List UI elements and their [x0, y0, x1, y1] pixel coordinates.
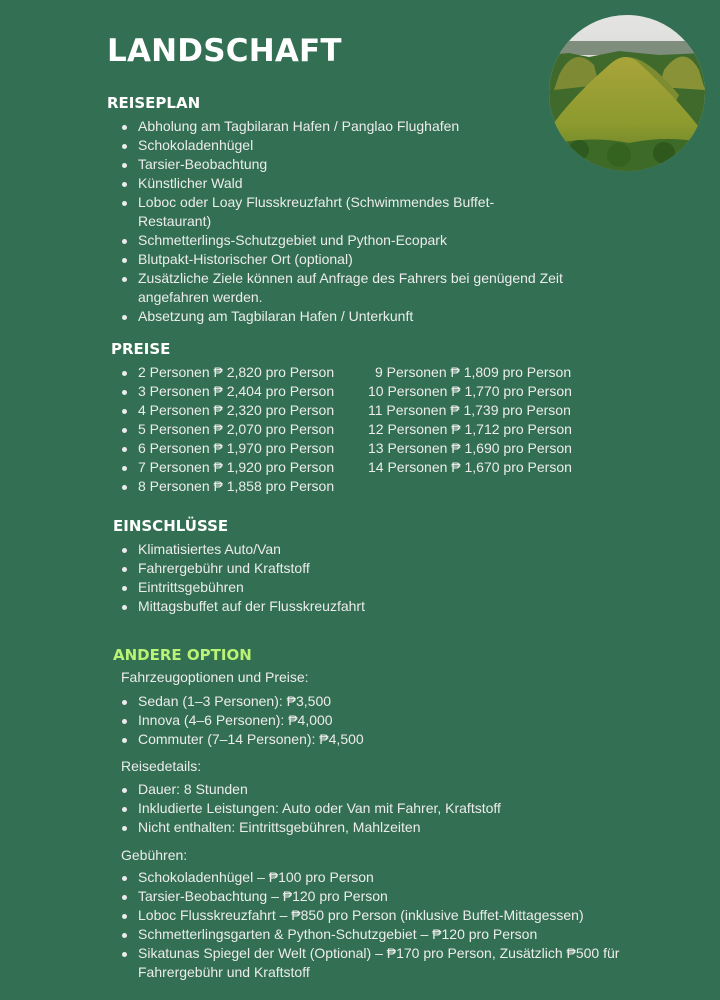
gebuehren-list [107, 868, 677, 982]
price-item: 9 Personen ₱ 1,809 pro Person [375, 364, 572, 380]
list-item: Schmetterlings-Schutzgebiet und Python-Ecopark [107, 231, 607, 250]
list-item: Schmetterlingsgarten & Python-Schutzgebiet – ₱120 pro Person [107, 925, 677, 944]
list-item: Fahrergebühr und Kraftstoff [107, 559, 527, 578]
list-item: Dauer: 8 Stunden [107, 780, 627, 799]
price-item: 12 Personen ₱ 1,712 pro Person [368, 421, 572, 437]
reiseplan-heading: REISEPLAN [107, 94, 201, 112]
page-title: LANDSCHAFT [107, 33, 342, 69]
list-item: Mittagsbuffet auf der Flusskreuzfahrt [107, 597, 527, 616]
preise-list-left [107, 363, 367, 496]
price-item: 2 Personen ₱ 2,820 pro Person [107, 363, 367, 382]
reiseplan-list [107, 117, 607, 326]
list-item-continuation: angefahren werden. [138, 289, 263, 305]
list-item: Innova (4–6 Personen): ₱4,000 [107, 711, 527, 730]
list-item: Tarsier-Beobachtung [107, 155, 607, 174]
price-item: 13 Personen ₱ 1,690 pro Person [368, 440, 572, 456]
list-item: Künstlicher Wald [107, 174, 607, 193]
reisedetails-list [107, 780, 627, 837]
list-item-continuation: Restaurant) [138, 213, 212, 229]
list-item: Commuter (7–14 Personen): ₱4,500 [107, 730, 527, 749]
einschluesse-heading: EINSCHLÜSSE [113, 517, 229, 535]
list-item-continuation: Fahrergebühr und Kraftstoff [138, 964, 310, 980]
list-item: Inkludierte Leistungen: Auto oder Van mit Fahrer, Kraftstoff [107, 799, 627, 818]
preise-list-right [368, 363, 598, 477]
list-item: Schokoladenhügel [107, 136, 607, 155]
price-item: 8 Personen ₱ 1,858 pro Person [107, 477, 367, 496]
list-item: Blutpakt-Historischer Ort (optional) [107, 250, 607, 269]
price-item: 4 Personen ₱ 2,320 pro Person [107, 401, 367, 420]
list-item: Nicht enthalten: Eintrittsgebühren, Mahlzeiten [107, 818, 627, 837]
andere-option-heading: ANDERE OPTION [113, 646, 252, 664]
price-item: 5 Personen ₱ 2,070 pro Person [107, 420, 367, 439]
price-item: 3 Personen ₱ 2,404 pro Person [107, 382, 367, 401]
list-item: Schokoladenhügel – ₱100 pro Person [107, 868, 677, 887]
list-item: Loboc Flusskreuzfahrt – ₱850 pro Person (inklusive Buffet-Mittagessen) [107, 906, 677, 925]
list-item: Klimatisiertes Auto/Van [107, 540, 527, 559]
list-item: Zusätzliche Ziele können auf Anfrage des Fahrers bei genügend Zeit [107, 269, 607, 288]
einschluesse-list [107, 540, 527, 616]
list-item: Abholung am Tagbilaran Hafen / Panglao Flughafen [107, 117, 607, 136]
preise-heading: PREISE [111, 340, 171, 358]
list-item: Loboc oder Loay Flusskreuzfahrt (Schwimmendes Buffet- [107, 193, 607, 212]
reisedetails-label: Reisedetails: [121, 758, 202, 774]
list-item: Sikatunas Spiegel der Welt (Optional) – ₱170 pro Person, Zusätzlich ₱500 für [107, 944, 677, 963]
list-item: Eintrittsgebühren [107, 578, 527, 597]
price-item: 6 Personen ₱ 1,970 pro Person [107, 439, 367, 458]
fahrzeug-label: Fahrzeugoptionen und Preise: [121, 669, 309, 685]
fahrzeug-list [107, 692, 527, 749]
gebuehren-label: Gebühren: [121, 847, 188, 863]
list-item: Absetzung am Tagbilaran Hafen / Unterkunft [107, 307, 607, 326]
list-item: Sedan (1–3 Personen): ₱3,500 [107, 692, 527, 711]
price-item: 7 Personen ₱ 1,920 pro Person [107, 458, 367, 477]
list-item: Tarsier-Beobachtung – ₱120 pro Person [107, 887, 677, 906]
price-item: 14 Personen ₱ 1,670 pro Person [368, 459, 572, 475]
price-item: 10 Personen ₱ 1,770 pro Person [368, 383, 572, 399]
price-item: 11 Personen ₱ 1,739 pro Person [368, 402, 571, 418]
